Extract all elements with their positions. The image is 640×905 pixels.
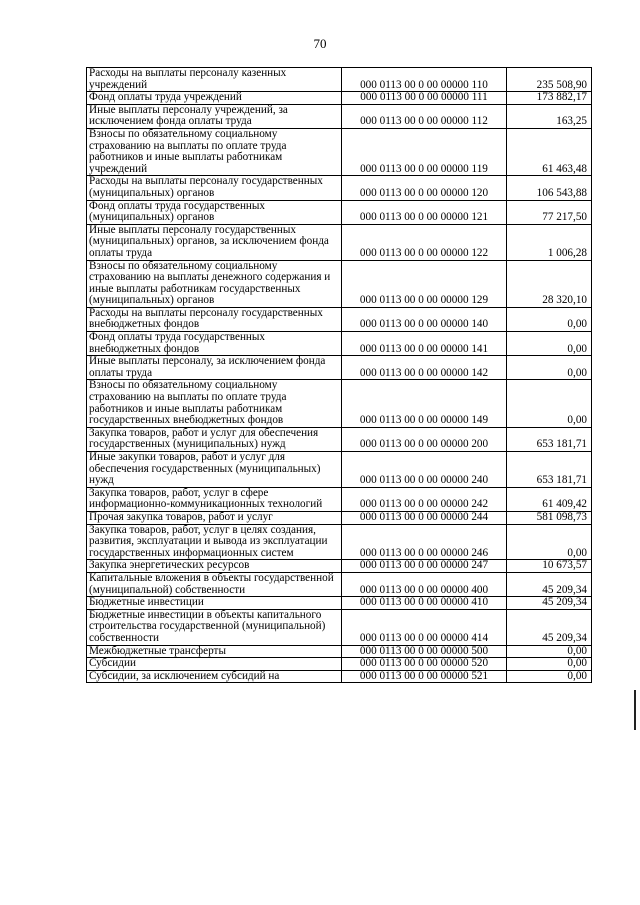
row-name-cell: Межбюджетные трансферты xyxy=(87,645,342,658)
row-amount-cell: 61 409,42 xyxy=(507,487,592,511)
row-amount-cell: 653 181,71 xyxy=(507,427,592,451)
table-row xyxy=(87,427,592,451)
row-amount-cell: 0,00 xyxy=(507,658,592,671)
scan-edge-mark xyxy=(634,690,636,730)
row-code-cell: 000 0113 00 0 00 00000 141 xyxy=(342,332,507,356)
table-row xyxy=(87,176,592,200)
row-amount-cell: 61 463,48 xyxy=(507,128,592,175)
row-code-cell: 000 0113 00 0 00 00000 140 xyxy=(342,307,507,331)
table-row xyxy=(87,104,592,128)
row-name-cell: Иные выплаты персоналу государственных (муниципальных) органов, за исключением фонда оплаты труда xyxy=(87,224,342,260)
row-name-cell: Расходы на выплаты персоналу казенных учреждений xyxy=(87,68,342,92)
table-row xyxy=(87,200,592,224)
table-row xyxy=(87,511,592,524)
row-code-cell: 000 0113 00 0 00 00000 400 xyxy=(342,572,507,596)
row-name-cell: Закупка товаров, работ, услуг в целях создания, развития, эксплуатации и вывода из эксплуатации государственных информационных систем xyxy=(87,524,342,560)
row-code-cell: 000 0113 00 0 00 00000 119 xyxy=(342,128,507,175)
row-amount-cell: 653 181,71 xyxy=(507,452,592,488)
table-row xyxy=(87,92,592,105)
row-name-cell: Иные выплаты персоналу, за исключением фонда оплаты труда xyxy=(87,356,342,380)
table-row xyxy=(87,452,592,488)
row-name-cell: Фонд оплаты труда учреждений xyxy=(87,92,342,105)
row-amount-cell: 235 508,90 xyxy=(507,68,592,92)
row-amount-cell: 581 098,73 xyxy=(507,511,592,524)
row-amount-cell: 10 673,57 xyxy=(507,560,592,573)
row-code-cell: 000 0113 00 0 00 00000 410 xyxy=(342,597,507,610)
row-code-cell: 000 0113 00 0 00 00000 247 xyxy=(342,560,507,573)
row-amount-cell: 45 209,34 xyxy=(507,572,592,596)
row-name-cell: Расходы на выплаты персоналу государственных (муниципальных) органов xyxy=(87,176,342,200)
table-row xyxy=(87,670,592,683)
table-row xyxy=(87,128,592,175)
page-number: 70 xyxy=(313,36,327,51)
row-code-cell: 000 0113 00 0 00 00000 244 xyxy=(342,511,507,524)
table-row xyxy=(87,597,592,610)
row-name-cell: Иные закупки товаров, работ и услуг для обеспечения государственных (муниципальных) нужд xyxy=(87,452,342,488)
row-name-cell: Субсидии, за исключением субсидий на xyxy=(87,670,342,683)
row-name-cell: Бюджетные инвестиции xyxy=(87,597,342,610)
table-row xyxy=(87,260,592,307)
table-row xyxy=(87,224,592,260)
table-row xyxy=(87,487,592,511)
row-code-cell: 000 0113 00 0 00 00000 200 xyxy=(342,427,507,451)
row-name-cell: Расходы на выплаты персоналу государственных внебюджетных фондов xyxy=(87,307,342,331)
table-row xyxy=(87,560,592,573)
row-name-cell: Закупка товаров, работ, услуг в сфере информационно-коммуникационных технологий xyxy=(87,487,342,511)
row-code-cell: 000 0113 00 0 00 00000 142 xyxy=(342,356,507,380)
row-code-cell: 000 0113 00 0 00 00000 414 xyxy=(342,609,507,645)
row-amount-cell: 0,00 xyxy=(507,380,592,427)
row-name-cell: Взносы по обязательному социальному страхованию на выплаты по оплате труда работников и иные выплаты работникам учреждений xyxy=(87,128,342,175)
row-code-cell: 000 0113 00 0 00 00000 121 xyxy=(342,200,507,224)
row-amount-cell: 173 882,17 xyxy=(507,92,592,105)
row-amount-cell: 77 217,50 xyxy=(507,200,592,224)
row-name-cell: Фонд оплаты труда государственных внебюджетных фондов xyxy=(87,332,342,356)
table-row xyxy=(87,380,592,427)
row-amount-cell: 0,00 xyxy=(507,670,592,683)
row-amount-cell: 0,00 xyxy=(507,645,592,658)
row-code-cell: 000 0113 00 0 00 00000 246 xyxy=(342,524,507,560)
row-code-cell: 000 0113 00 0 00 00000 520 xyxy=(342,658,507,671)
row-name-cell: Закупка энергетических ресурсов xyxy=(87,560,342,573)
row-code-cell: 000 0113 00 0 00 00000 111 xyxy=(342,92,507,105)
row-code-cell: 000 0113 00 0 00 00000 112 xyxy=(342,104,507,128)
table-row xyxy=(87,645,592,658)
table-row xyxy=(87,332,592,356)
row-amount-cell: 45 209,34 xyxy=(507,609,592,645)
row-code-cell: 000 0113 00 0 00 00000 521 xyxy=(342,670,507,683)
row-amount-cell: 45 209,34 xyxy=(507,597,592,610)
row-amount-cell: 163,25 xyxy=(507,104,592,128)
row-amount-cell: 0,00 xyxy=(507,332,592,356)
row-name-cell: Иные выплаты персоналу учреждений, за исключением фонда оплаты труда xyxy=(87,104,342,128)
row-code-cell: 000 0113 00 0 00 00000 122 xyxy=(342,224,507,260)
row-amount-cell: 0,00 xyxy=(507,524,592,560)
row-name-cell: Взносы по обязательному социальному страхованию на выплаты по оплате труда работников и иные выплаты работникам государственных внебюджетных фондов xyxy=(87,380,342,427)
row-code-cell: 000 0113 00 0 00 00000 240 xyxy=(342,452,507,488)
row-amount-cell: 0,00 xyxy=(507,307,592,331)
table-row xyxy=(87,609,592,645)
table-row xyxy=(87,524,592,560)
budget-table xyxy=(86,67,592,683)
row-name-cell: Закупка товаров, работ и услуг для обеспечения государственных (муниципальных) нужд xyxy=(87,427,342,451)
row-name-cell: Фонд оплаты труда государственных (муниципальных) органов xyxy=(87,200,342,224)
row-code-cell: 000 0113 00 0 00 00000 500 xyxy=(342,645,507,658)
table-row xyxy=(87,68,592,92)
table-row xyxy=(87,307,592,331)
row-name-cell: Субсидии xyxy=(87,658,342,671)
row-code-cell: 000 0113 00 0 00 00000 149 xyxy=(342,380,507,427)
row-name-cell: Бюджетные инвестиции в объекты капитального строительства государственной (муниципальной) собственности xyxy=(87,609,342,645)
row-amount-cell: 28 320,10 xyxy=(507,260,592,307)
table-row xyxy=(87,356,592,380)
row-code-cell: 000 0113 00 0 00 00000 242 xyxy=(342,487,507,511)
table-row xyxy=(87,658,592,671)
table-body xyxy=(87,68,592,683)
row-name-cell: Взносы по обязательному социальному страхованию на выплаты денежного содержания и иные выплаты работникам государственных (муниципальных) органов xyxy=(87,260,342,307)
row-code-cell: 000 0113 00 0 00 00000 120 xyxy=(342,176,507,200)
row-amount-cell: 106 543,88 xyxy=(507,176,592,200)
table-row xyxy=(87,572,592,596)
row-name-cell: Капитальные вложения в объекты государственной (муниципальной) собственности xyxy=(87,572,342,596)
row-amount-cell: 1 006,28 xyxy=(507,224,592,260)
row-code-cell: 000 0113 00 0 00 00000 129 xyxy=(342,260,507,307)
row-code-cell: 000 0113 00 0 00 00000 110 xyxy=(342,68,507,92)
row-name-cell: Прочая закупка товаров, работ и услуг xyxy=(87,511,342,524)
row-amount-cell: 0,00 xyxy=(507,356,592,380)
